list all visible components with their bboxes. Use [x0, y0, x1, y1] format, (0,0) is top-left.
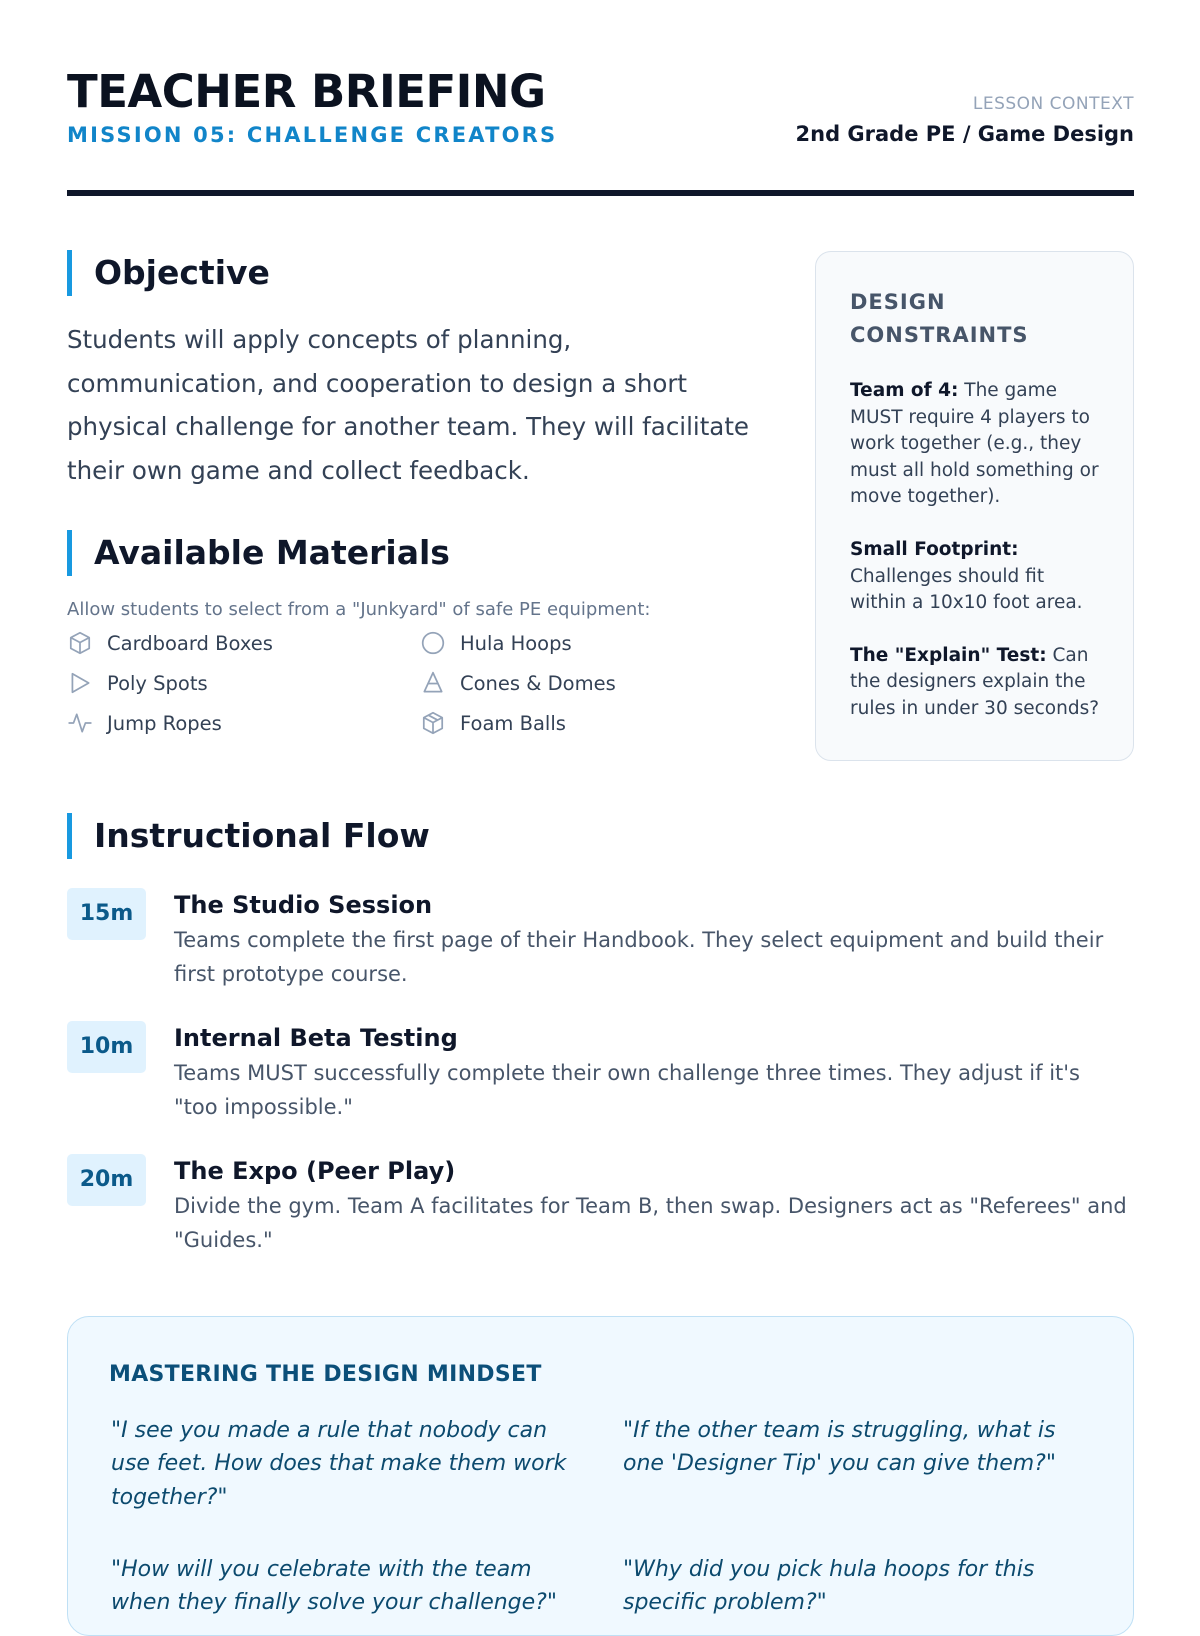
instructional-flow-heading: Instructional Flow — [67, 813, 430, 859]
coaching-quote: "Why did you pick hula hoops for this specific problem?" — [623, 1557, 1035, 1616]
lesson-context-value: 2nd Grade PE / Game Design — [795, 122, 1134, 146]
constraint-text: Can the designers explain the rules in under 30 seconds? — [850, 644, 1100, 719]
step-title: The Expo (Peer Play) — [174, 1157, 456, 1185]
list-item — [420, 668, 616, 698]
briefing-page — [67, 0, 1134, 1616]
list-item — [67, 628, 273, 658]
duration-badge: 10m — [67, 1021, 146, 1073]
play-triangle-icon — [67, 670, 93, 696]
package-icon — [420, 710, 446, 736]
step-title: Internal Beta Testing — [174, 1024, 458, 1052]
constraint-item — [850, 378, 1100, 511]
list-item — [420, 708, 566, 738]
page-title: TEACHER BRIEFING — [67, 65, 546, 118]
constraint-text: The game MUST require 4 players to work together (e.g., they must all hold something or move together). — [850, 380, 1099, 508]
design-mindset-box — [67, 1316, 1134, 1636]
mission-subtitle: MISSION 05: CHALLENGE CREATORS — [67, 123, 558, 147]
coaching-quote: "How will you celebrate with the team when they finally solve your challenge?" — [111, 1557, 557, 1616]
constraint-item — [850, 643, 1100, 723]
materials-intro: Allow students to select from a "Junkyard" of safe PE equipment: — [67, 599, 651, 620]
coaching-quote: "If the other team is struggling, what is one 'Designer Tip' you can give them?" — [623, 1418, 1056, 1477]
constraint-label: Team of 4: — [850, 380, 959, 401]
step-title: The Studio Session — [174, 891, 433, 919]
pulse-icon — [67, 710, 93, 736]
design-constraints-panel — [815, 251, 1134, 761]
constraint-text: Challenges should fit within a 10x10 foot area. — [850, 565, 1083, 614]
header — [67, 64, 1134, 198]
duration-badge: 15m — [67, 888, 146, 940]
duration-badge: 20m — [67, 1154, 146, 1206]
objective-text: Students will apply concepts of planning, communication, and cooperation to design a short physical challenge for another team. They will facilitate their own game and collect feedback. — [67, 325, 750, 485]
material-label: Cardboard Boxes — [107, 631, 273, 655]
coaching-quote: "I see you made a rule that nobody can use feet. How does that make them work together?" — [111, 1418, 567, 1510]
material-label: Hula Hoops — [460, 631, 572, 655]
constraint-item — [850, 537, 1100, 617]
constraints-title: DESIGN CONSTRAINTS — [850, 290, 1029, 347]
list-item — [67, 708, 222, 738]
list-item — [420, 628, 572, 658]
constraint-label: The "Explain" Test: — [850, 644, 1047, 666]
list-item — [67, 668, 208, 698]
lesson-context-label: LESSON CONTEXT — [972, 94, 1134, 114]
mindset-title: MASTERING THE DESIGN MINDSET — [109, 1362, 542, 1387]
step-description: Teams MUST successfully complete their own challenge three times. They adjust if it's "too impossible." — [174, 1061, 1080, 1119]
materials-list — [67, 628, 767, 748]
header-divider — [67, 190, 1134, 196]
step-description: Teams complete the first page of their Handbook. They select equipment and build their first prototype course. — [174, 928, 1104, 986]
box-icon — [67, 630, 93, 656]
cone-icon — [420, 670, 446, 696]
objective-heading: Objective — [67, 250, 270, 296]
step-description: Divide the gym. Team A facilitates for Team B, then swap. Designers act as "Referees" and "Guides." — [174, 1194, 1127, 1252]
materials-heading: Available Materials — [67, 530, 450, 576]
circle-icon — [420, 630, 446, 656]
constraint-label: Small Footprint: — [850, 538, 1019, 560]
material-label: Foam Balls — [460, 711, 566, 735]
material-label: Cones & Domes — [460, 671, 616, 695]
material-label: Poly Spots — [107, 671, 208, 695]
material-label: Jump Ropes — [107, 711, 222, 735]
